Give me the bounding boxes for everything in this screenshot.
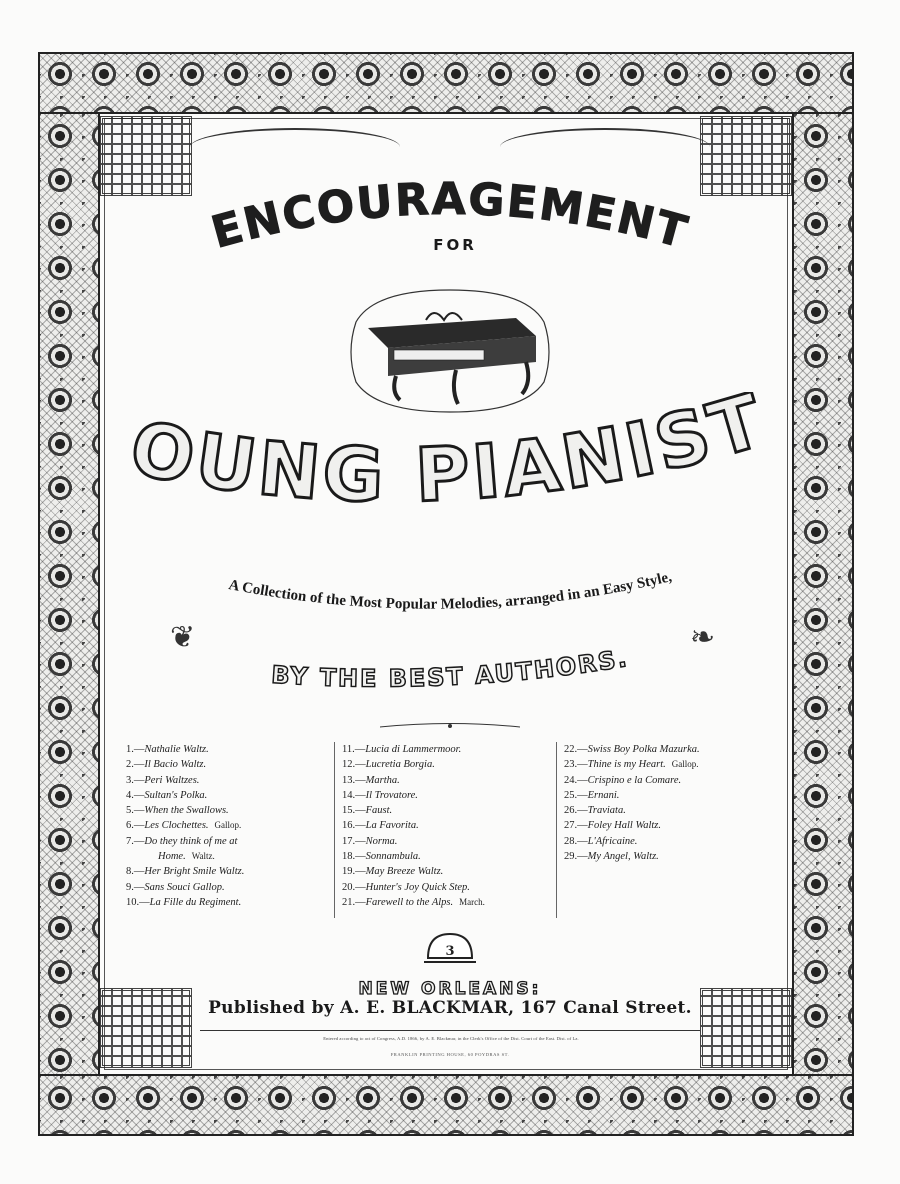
- contents-item: 7.—Do they think of me at: [126, 835, 238, 847]
- title-line2-text: OUNG PIANIST: [123, 392, 776, 520]
- contents-column-1: [126, 742, 326, 910]
- contents-item: 13.—Martha.: [342, 774, 400, 786]
- contents-item: 9.—Sans Souci Gallop.: [126, 881, 225, 893]
- svg-text:YOUNG PIANISTS: [120, 392, 776, 519]
- byline: [230, 640, 670, 700]
- column-separator: [334, 742, 335, 918]
- copyright-notice: Entered according to act of Congress, A.D. 1866, by A. E. Blackmar, in the Clerk's Office of the Dist. Court of the East. Dist. of La.: [323, 1036, 579, 1041]
- price-badge: [420, 928, 480, 968]
- contents-item: 27.—Foley Hall Waltz.: [564, 820, 662, 832]
- printer-credit: FRANKLIN PRINTING HOUSE, 60 POYDRAS ST.: [390, 1052, 510, 1057]
- contents-item: 10.—La Fille du Regiment.: [126, 896, 242, 908]
- scroll-flourish-top-right: [500, 128, 710, 166]
- svg-text:A Collection of the Most Popul: [227, 569, 673, 613]
- contents-item: 21.—Farewell to the Alps. March.: [342, 896, 485, 908]
- svg-text:BY THE BEST AUTHORS.: [271, 644, 631, 693]
- contents-item: 26.—Traviata.: [564, 805, 626, 817]
- subtitle: [160, 556, 740, 636]
- contents-item: 28.—L'Africaine.: [564, 835, 638, 847]
- imprint-rule: [200, 1030, 700, 1031]
- contents-item: 23.—Thine is my Heart. Gallop.: [564, 759, 699, 771]
- contents-column-2: [342, 742, 552, 910]
- divider-ornament: [380, 722, 520, 732]
- contents-item: 4.—Sultan's Polka.: [126, 789, 208, 801]
- contents-item: 3.—Peri Waltzes.: [126, 774, 200, 786]
- contents-item: 2.—Il Bacio Waltz.: [126, 759, 207, 771]
- byline-text: BY THE BEST AUTHORS.: [270, 643, 631, 693]
- flourish-left-icon: ❦: [170, 620, 196, 655]
- price-value: 3: [445, 944, 455, 959]
- contents-item: 8.—Her Bright Smile Waltz.: [126, 866, 245, 878]
- corner-ornament-bottom-left: [100, 988, 192, 1068]
- title-line1-text: ENCOURAGEMENT: [206, 173, 694, 259]
- contents-item: 15.—Faust.: [342, 805, 393, 817]
- imprint-city-text: NEW ORLEANS:: [358, 979, 542, 999]
- contents-item: 14.—Il Trovatore.: [342, 789, 418, 801]
- contents-item: 20.—Hunter's Joy Quick Step.: [342, 881, 470, 893]
- contents-item: 12.—Lucretia Borgia.: [342, 759, 435, 771]
- corner-ornament-bottom-right: [700, 988, 792, 1068]
- contents-item: 5.—When the Swallows.: [126, 805, 229, 817]
- contents-item: 6.—Les Clochettes. Gallop.: [126, 820, 242, 832]
- scroll-flourish-top-left: [190, 128, 400, 166]
- contents-item: 19.—May Breeze Waltz.: [342, 866, 444, 878]
- title-for: FOR: [433, 236, 477, 254]
- contents-item: 17.—Norma.: [342, 835, 398, 847]
- column-separator: [556, 742, 557, 918]
- flourish-right-icon: ❧: [690, 620, 716, 655]
- subtitle-text: A Collection of the Most Popular Melodies, arranged in an Easy Style,: [227, 569, 674, 613]
- contents-item: 25.—Ernani.: [564, 789, 620, 801]
- contents-item: 18.—Sonnambula.: [342, 851, 421, 863]
- contents-item: 11.—Lucia di Lammermoor.: [342, 744, 462, 755]
- contents-item: 29.—My Angel, Waltz.: [564, 851, 659, 863]
- contents-item: Home. Waltz.: [158, 851, 215, 863]
- contents-item: 16.—La Favorita.: [342, 820, 419, 832]
- contents-item: 24.—Crispino e la Comare.: [564, 774, 682, 786]
- contents-item: 22.—Swiss Boy Polka Mazurka.: [564, 744, 700, 755]
- contents-item: 1.—Nathalie Waltz.: [126, 744, 209, 755]
- contents-column-3: [564, 742, 764, 864]
- publisher-line: Published by A. E. BLACKMAR, 167 Canal Street.: [208, 998, 692, 1018]
- title-young-pianists: [120, 392, 780, 542]
